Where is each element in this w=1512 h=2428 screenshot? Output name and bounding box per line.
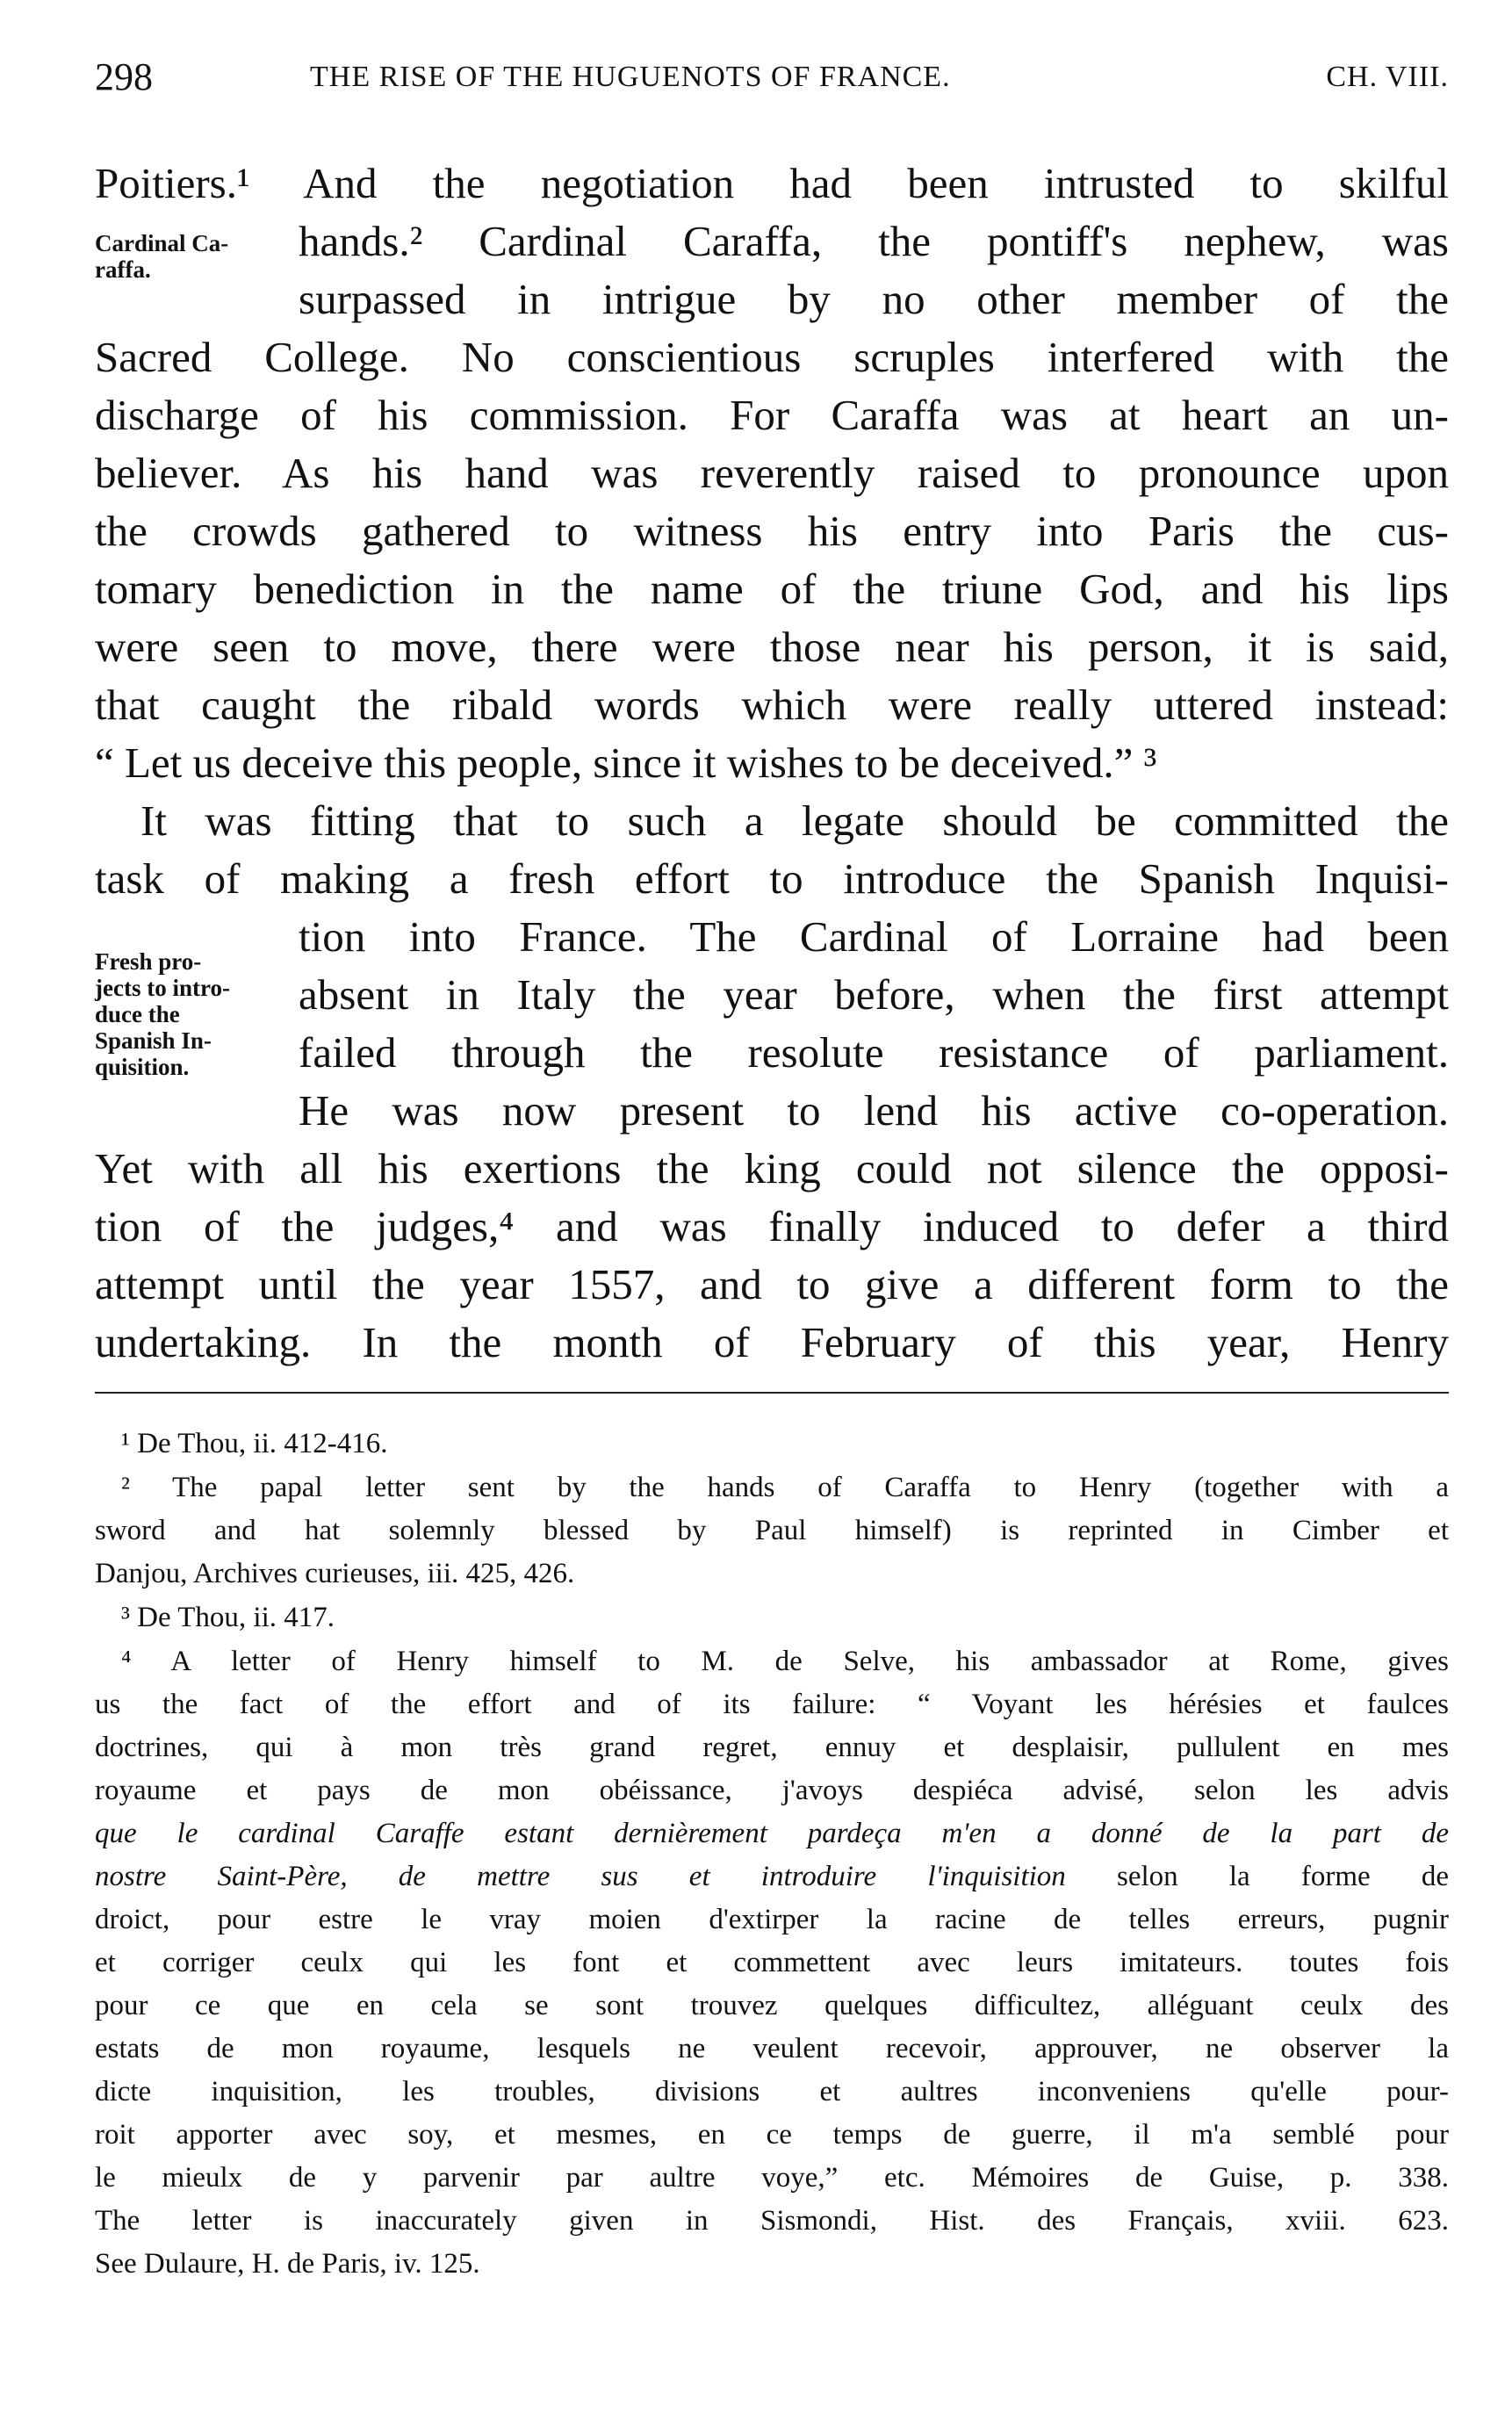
- body-line: failed through the resolute resistance of parliament.: [299, 1028, 1449, 1077]
- body-line: the crowds gathered to witness his entry into Paris the cus-: [95, 507, 1449, 555]
- footnote-4-line: estats de mon royaume, lesquels ne veulent recevoir, approuver, ne observer la: [95, 2033, 1449, 2064]
- body-line: Poitiers.¹ And the negotiation had been intrusted to skilful: [95, 159, 1449, 207]
- margin-note-line: jects to intro-: [95, 975, 230, 1001]
- footnote-4-line: dicte inquisition, les troubles, divisions et aultres inconveniens qu'elle pour-: [95, 2076, 1449, 2107]
- margin-note-line: quisition.: [95, 1054, 190, 1080]
- footnote-4-line: See Dulaure, H. de Paris, iv. 125.: [95, 2248, 480, 2280]
- body-line: He was now present to lend his active co-operation.: [299, 1086, 1449, 1135]
- footnote-4-line: [95, 1855, 1449, 1898]
- body-line: It was fitting that to such a legate should be committed the: [140, 796, 1449, 845]
- footnote-3: ³ De Thou, ii. 417.: [121, 1602, 335, 1633]
- footnote-4-line: pour ce que en cela se sont trouvez quelques difficultez, alléguant ceulx des: [95, 1990, 1449, 2021]
- margin-note-line: Cardinal Ca-: [95, 230, 229, 256]
- footnote-2-line: sword and hat solemnly blessed by Paul himself) is reprinted in Cimber et: [95, 1515, 1449, 1546]
- body-line: tion of the judges,⁴ and was finally induced to defer a third: [95, 1202, 1449, 1250]
- body-line: discharge of his commission. For Caraffa was at heart an un-: [95, 391, 1449, 439]
- page-number: 298: [95, 55, 153, 98]
- footnote-4-line: [95, 1812, 1449, 1855]
- body-line: believer. As his hand was reverently raised to pronounce upon: [95, 449, 1449, 497]
- body-line: were seen to move, there were those near his person, it is said,: [95, 623, 1449, 671]
- body-line: “ Let us deceive this people, since it wishes to be deceived.” ³: [95, 738, 1157, 787]
- footnote-4-line: ⁴ A letter of Henry himself to M. de Selve, his ambassador at Rome, gives: [121, 1646, 1449, 1677]
- footnote-2-line: Danjou, Archives curieuses, iii. 425, 426.: [95, 1558, 575, 1589]
- body-line: hands.² Cardinal Caraffa, the pontiff's nephew, was: [299, 217, 1449, 265]
- margin-note-line: Spanish In-: [95, 1027, 212, 1054]
- footnote-4-line: us the fact of the effort and of its failure: “ Voyant les hérésies et faulces: [95, 1689, 1449, 1720]
- footnote-rule: [95, 1392, 1449, 1394]
- body-line: surpassed in intrigue by no other member of the: [299, 275, 1449, 323]
- footnote-text: selon la forme de: [1065, 1861, 1449, 1892]
- body-line: attempt until the year 1557, and to give a different form to the: [95, 1260, 1449, 1308]
- margin-note-inquisition: [95, 948, 288, 1080]
- footnote-2-line: ² The papal letter sent by the hands of Caraffa to Henry (together with a: [121, 1472, 1449, 1503]
- margin-note-line: raffa.: [95, 256, 151, 283]
- body-line: Yet with all his exertions the king could not silence the opposi-: [95, 1144, 1449, 1192]
- body-line: Sacred College. No conscientious scruples interfered with the: [95, 333, 1449, 381]
- margin-note-caraffa: [95, 230, 288, 283]
- body-line: task of making a fresh effort to introduce the Spanish Inquisi-: [95, 854, 1449, 903]
- body-line: undertaking. In the month of February of this year, Henry: [95, 1318, 1449, 1366]
- margin-note-line: duce the: [95, 1001, 180, 1027]
- chapter-label: CH. VIII.: [1326, 61, 1449, 93]
- footnote-1: ¹ De Thou, ii. 412-416.: [121, 1428, 388, 1459]
- body-line: tion into France. The Cardinal of Lorraine had been: [299, 912, 1449, 961]
- footnote-4-line: le mieulx de y parvenir par aultre voye,” etc. Mémoires de Guise, p. 338.: [95, 2162, 1449, 2194]
- running-head: [95, 53, 1449, 102]
- footnote-4-line: roit apporter avec soy, et mesmes, en ce temps de guerre, il m'a semblé pour: [95, 2119, 1449, 2151]
- footnote-italic-text: nostre Saint-Père, de mettre sus et introduire l'inquisition: [95, 1861, 1066, 1892]
- footnote-4-line: droict, pour estre le vray moien d'extirper la racine de telles erreurs, pugnir: [95, 1904, 1449, 1935]
- running-title: THE RISE OF THE HUGUENOTS OF FRANCE.: [310, 61, 951, 93]
- footnote-4-line: royaume et pays de mon obéissance, j'avoys despiéca advisé, selon les advis: [95, 1775, 1449, 1806]
- footnote-4-line: doctrines, qui à mon très grand regret, ennuy et desplaisir, pullulent en mes: [95, 1732, 1449, 1763]
- body-line: tomary benediction in the name of the triune God, and his lips: [95, 565, 1449, 613]
- footnote-4-line: The letter is inaccurately given in Sismondi, Hist. des Français, xviii. 623.: [95, 2205, 1449, 2237]
- footnote-4-line: et corriger ceulx qui les font et commettent avec leurs imitateurs. toutes fois: [95, 1947, 1449, 1978]
- body-line: absent in Italy the year before, when the first attempt: [299, 970, 1449, 1019]
- margin-note-line: Fresh pro-: [95, 948, 202, 975]
- footnote-italic-text: que le cardinal Caraffe estant dernièrement pardeça m'en a donné de la part de: [95, 1818, 1449, 1849]
- body-line: that caught the ribald words which were really uttered instead:: [95, 681, 1449, 729]
